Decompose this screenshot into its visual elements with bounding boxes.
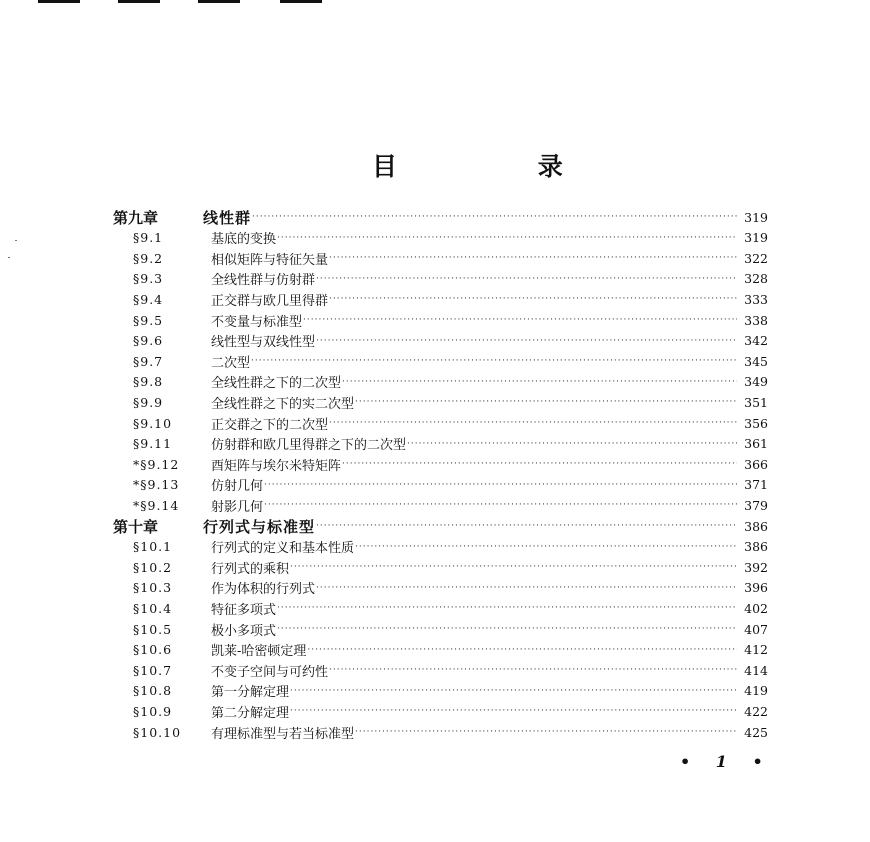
- toc-entry-page: 422: [744, 703, 768, 719]
- toc-chapter-row: [113, 516, 768, 536]
- toc-entry-number: §10.8: [133, 683, 173, 699]
- toc-entry-title: 行列式与标准型: [203, 517, 316, 536]
- toc-entry-title: 特征多项式: [211, 602, 277, 618]
- toc-entry-number: §9.11: [133, 436, 173, 452]
- toc-section-row: [113, 372, 768, 392]
- toc-section-row: [113, 248, 768, 268]
- toc-section-row: [113, 495, 768, 515]
- toc-entry-title: 第一分解定理: [211, 685, 290, 701]
- toc-entry-title: 全线性群之下的二次型: [211, 376, 342, 392]
- page-number: • 1 •: [680, 752, 773, 771]
- toc-section-row: [113, 454, 768, 474]
- toc-section-row: [113, 228, 768, 248]
- toc-entry-number: §10.7: [133, 662, 173, 678]
- dot-leader: [355, 396, 737, 408]
- dot-leader: [316, 273, 737, 285]
- toc-section-row: [113, 392, 768, 412]
- toc-section-row: [113, 640, 768, 660]
- toc-entry-page: 379: [744, 497, 768, 513]
- dot-leader: [264, 479, 737, 491]
- toc-section-row: [113, 475, 768, 495]
- toc-entry-page: 342: [744, 333, 768, 349]
- toc-entry-page: 366: [744, 456, 768, 472]
- dot-leader: [329, 252, 737, 264]
- toc-entry-title: 酉矩阵与埃尔米特矩阵: [211, 458, 342, 474]
- dot-leader: [277, 623, 737, 635]
- toc-entry-number: *§9.13: [133, 477, 180, 493]
- dot-leader: [277, 602, 737, 614]
- top-edge-mark: [38, 0, 80, 3]
- top-edge-mark: [118, 0, 160, 3]
- toc-entry-number: §10.1: [133, 539, 173, 555]
- toc-section-row: [113, 413, 768, 433]
- toc-section-row: [113, 722, 768, 742]
- dot-leader: [342, 376, 737, 388]
- toc-section-row: [113, 598, 768, 618]
- toc-entry-title: 作为体积的行列式: [211, 582, 316, 598]
- dot-leader: [251, 355, 737, 367]
- toc-entry-number: 第十章: [113, 517, 159, 536]
- dot-leader: [316, 335, 737, 347]
- toc-entry-number: §9.8: [133, 374, 164, 390]
- toc-entry-title: 仿射群和欧几里得群之下的二次型: [211, 438, 407, 454]
- toc-entry-page: 338: [744, 312, 768, 328]
- dot-leader: [329, 664, 737, 676]
- scan-speck: [8, 257, 10, 258]
- dot-leader: [307, 644, 737, 656]
- toc-section-row: [113, 434, 768, 454]
- dot-leader: [303, 314, 737, 326]
- toc-section-row: [113, 310, 768, 330]
- toc-entry-page: 414: [744, 662, 768, 678]
- top-edge-mark: [198, 0, 240, 3]
- toc-section-row: [113, 537, 768, 557]
- dot-leader: [290, 561, 737, 573]
- toc-entry-title: 有理标准型与若当标准型: [211, 726, 355, 742]
- dot-leader: [264, 499, 737, 511]
- toc-entry-number: §10.5: [133, 621, 173, 637]
- toc-entry-page: 351: [744, 394, 768, 410]
- toc-section-row: [113, 701, 768, 721]
- toc-entry-number: §9.1: [133, 230, 164, 246]
- dot-leader: [316, 520, 737, 532]
- toc-entry-title: 行列式的乘积: [211, 561, 290, 577]
- toc-entry-page: 371: [744, 477, 768, 493]
- toc-entry-number: §9.3: [133, 271, 164, 287]
- dot-leader: [252, 211, 737, 223]
- dot-leader: [329, 417, 737, 429]
- toc-entry-number: *§9.14: [133, 497, 180, 513]
- toc-entry-number: §9.6: [133, 333, 164, 349]
- dot-leader: [316, 582, 737, 594]
- toc-section-row: [113, 660, 768, 680]
- toc-entry-title: 线性群: [203, 208, 252, 227]
- toc-entry-title: 基底的变换: [211, 232, 277, 248]
- toc-entry-page: 319: [744, 209, 768, 225]
- toc-entry-number: §9.5: [133, 312, 164, 328]
- toc-entry-page: 412: [744, 642, 768, 658]
- dot-leader: [290, 705, 737, 717]
- toc-entry-title: 极小多项式: [211, 623, 277, 639]
- toc-entry-title: 二次型: [211, 355, 251, 371]
- toc-entry-title: 正交群与欧几里得群: [211, 293, 329, 309]
- toc-section-row: [113, 331, 768, 351]
- dot-leader: [329, 293, 737, 305]
- toc-entry-number: §10.2: [133, 559, 173, 575]
- toc-entry-page: 402: [744, 600, 768, 616]
- toc-entry-number: §9.9: [133, 394, 164, 410]
- toc-entry-page: 356: [744, 415, 768, 431]
- toc-section-row: [113, 289, 768, 309]
- toc-entry-title: 线性型与双线性型: [211, 335, 316, 351]
- toc-entry-title: 相似矩阵与特征矢量: [211, 252, 329, 268]
- toc-entry-page: 345: [744, 353, 768, 369]
- toc-entry-page: 419: [744, 683, 768, 699]
- toc-section-row: [113, 351, 768, 371]
- toc-entry-number: §9.2: [133, 250, 164, 266]
- toc-entry-page: 328: [744, 271, 768, 287]
- dot-leader: [355, 726, 737, 738]
- dot-leader: [407, 438, 737, 450]
- top-edge-mark: [280, 0, 322, 3]
- toc-entry-page: 407: [744, 621, 768, 637]
- toc-entry-page: 319: [744, 230, 768, 246]
- toc-entry-number: §9.4: [133, 291, 164, 307]
- toc-entry-number: *§9.12: [133, 456, 180, 472]
- toc-entry-page: 425: [744, 724, 768, 740]
- toc-entry-title: 射影几何: [211, 499, 264, 515]
- toc-section-row: [113, 269, 768, 289]
- toc-entry-page: 333: [744, 291, 768, 307]
- toc-entry-title: 第二分解定理: [211, 705, 290, 721]
- toc-entry-number: §10.4: [133, 600, 173, 616]
- toc-entry-page: 349: [744, 374, 768, 390]
- toc-entry-title: 正交群之下的二次型: [211, 417, 329, 433]
- toc-entry-number: §10.3: [133, 580, 173, 596]
- toc-section-row: [113, 578, 768, 598]
- toc-entry-title: 凯莱-哈密顿定理: [211, 644, 307, 660]
- toc-entry-number: §9.10: [133, 415, 173, 431]
- toc-entry-title: 不变量与标准型: [211, 314, 303, 330]
- scan-speck: [15, 240, 17, 241]
- toc-entry-number: §10.10: [133, 724, 182, 740]
- toc-entry-page: 386: [744, 539, 768, 555]
- toc-section-row: [113, 557, 768, 577]
- toc-chapter-row: [113, 207, 768, 227]
- toc-entry-page: 361: [744, 436, 768, 452]
- dot-leader: [355, 541, 737, 553]
- toc-entry-page: 392: [744, 559, 768, 575]
- toc-entry-title: 仿射几何: [211, 479, 264, 495]
- toc-entry-number: §10.6: [133, 642, 173, 658]
- toc-entry-page: 322: [744, 250, 768, 266]
- dot-leader: [277, 232, 737, 244]
- toc-entry-title: 行列式的定义和基本性质: [211, 541, 355, 557]
- toc-section-row: [113, 681, 768, 701]
- dot-leader: [290, 685, 737, 697]
- toc-entry-number: §9.7: [133, 353, 164, 369]
- toc-section-row: [113, 619, 768, 639]
- toc-entry-title: 全线性群与仿射群: [211, 273, 316, 289]
- toc-entry-title: 不变子空间与可约性: [211, 664, 329, 680]
- toc-entry-number: §10.9: [133, 703, 173, 719]
- dot-leader: [342, 458, 737, 470]
- toc-entry-title: 全线性群之下的实二次型: [211, 396, 355, 412]
- page-title: 目 录: [372, 152, 629, 181]
- toc-entry-number: 第九章: [113, 208, 159, 227]
- toc-entry-page: 396: [744, 580, 768, 596]
- toc-entry-page: 386: [744, 518, 768, 534]
